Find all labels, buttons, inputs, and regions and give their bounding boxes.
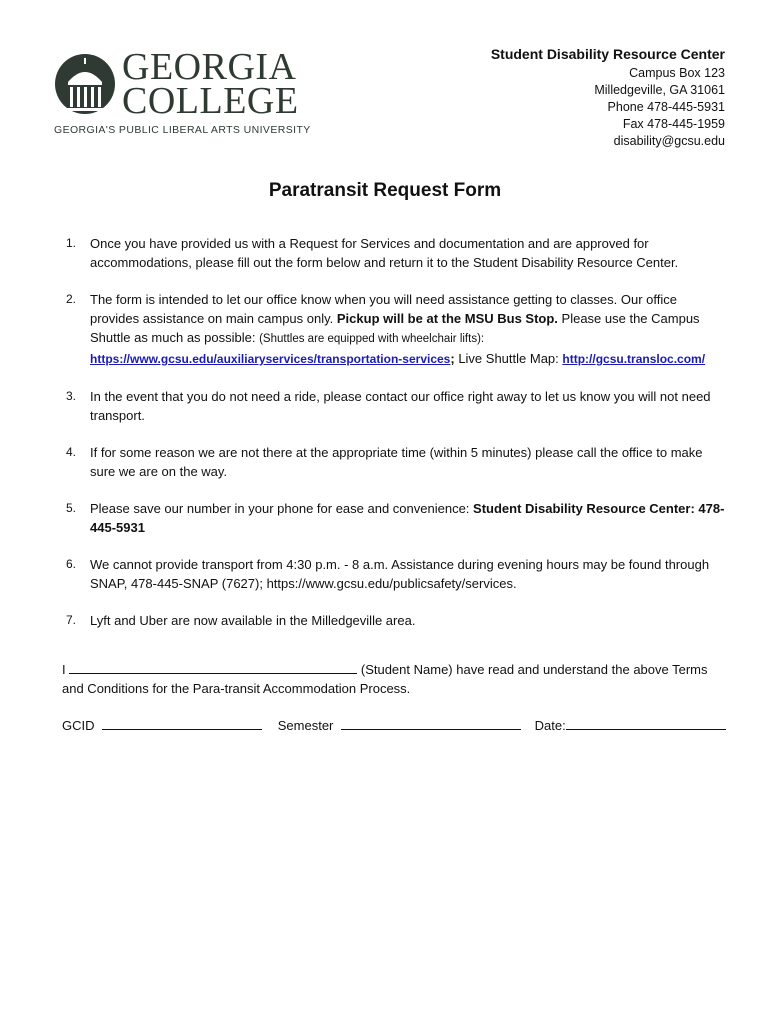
contact-email[interactable]: disability@gcsu.edu	[613, 134, 725, 148]
contact-block	[491, 46, 725, 150]
item-separator: ;	[450, 351, 455, 366]
ack-suffix: (Student Name) have read and understand the above Terms and Conditions for the Para-transit Accommodation Process.	[62, 662, 708, 696]
item-text: In the event that you do not need a ride, please contact our office right away to let us know you will not need transport.	[90, 389, 711, 423]
ack-prefix: I	[62, 662, 66, 677]
item-bold-text: Student Disability Resource Center: 478-445-5931	[90, 501, 725, 535]
semester-field[interactable]	[341, 717, 521, 730]
item-number: 6.	[66, 557, 77, 571]
item-number: 1.	[66, 236, 77, 250]
georgia-college-logo	[44, 42, 311, 142]
item-text: Live Shuttle Map:	[454, 351, 563, 366]
acknowledgement-statement	[62, 660, 727, 698]
item-number: 5.	[66, 501, 77, 515]
semester-label: Semester	[277, 718, 334, 733]
item-number: 7.	[66, 613, 77, 627]
item-text: We cannot provide transport from 4:30 p.m. - 8 a.m. Assistance during evening hours may be found through SNAP, 478-445-SNAP (7627); https://www.gcsu.edu/publicsafety/services.	[90, 557, 710, 591]
contact-line: Milledgeville, GA 31061	[594, 83, 725, 97]
item-text: Once you have provided us with a Request for Services and documentation and are approved for accommodations, please fill out the form below and return it to the Student Disability Resource Center.	[90, 236, 679, 270]
rotunda-icon	[54, 48, 116, 120]
logo-wordmark-line2: COLLEGE	[122, 80, 299, 122]
item-text: If for some reason we are not there at the appropriate time (within 5 minutes) please call the office to make sure we are on the way.	[90, 445, 703, 479]
item-number: 4.	[66, 445, 77, 459]
form-title: Paratransit Request Form	[268, 180, 502, 201]
contact-line: Fax 478-445-1959	[622, 117, 725, 131]
item-text: Please save our number in your phone for ease and convenience:	[90, 501, 474, 516]
list-item	[62, 234, 727, 272]
item-text: Lyft and Uber are now available in the Milledgeville area.	[90, 613, 416, 628]
contact-line: Phone 478-445-5931	[607, 100, 725, 114]
date-label: Date:	[534, 718, 566, 733]
student-name-field[interactable]	[69, 661, 357, 674]
gcid-label: GCID	[62, 718, 95, 733]
list-item	[62, 290, 727, 369]
item-text: The form is intended to let our office know when you will need assistance getting to classes. Our office provides assistance on main campus only.	[90, 292, 677, 326]
logo-wordmark-line1: GEORGIA	[122, 46, 297, 88]
item-bold-text: Pickup will be at the MSU Bus Stop.	[336, 311, 558, 326]
list-item	[62, 387, 727, 425]
item-text: Please use the Campus Shuttle as much as possible:	[90, 311, 700, 345]
contact-org: Student Disability Resource Center	[490, 46, 725, 62]
item-number: 2.	[66, 292, 77, 306]
item-small-text: (Shuttles are equipped with wheelchair lifts):	[259, 333, 485, 345]
date-field[interactable]	[566, 717, 726, 730]
list-item	[62, 555, 727, 593]
contact-line: Campus Box 123	[629, 66, 725, 80]
list-item	[62, 443, 727, 481]
signature-fields	[62, 716, 727, 735]
list-item	[62, 611, 727, 630]
gcid-field[interactable]	[102, 717, 262, 730]
logo-tagline: GEORGIA'S PUBLIC LIBERAL ARTS UNIVERSITY	[54, 124, 311, 136]
list-item	[62, 499, 727, 537]
instructions-list	[62, 234, 727, 648]
item-number: 3.	[66, 389, 77, 403]
shuttle-map-link[interactable]: http://gcsu.transloc.com/	[562, 352, 706, 366]
transportation-services-link[interactable]: https://www.gcsu.edu/auxiliaryservices/transportation-services	[90, 352, 451, 366]
